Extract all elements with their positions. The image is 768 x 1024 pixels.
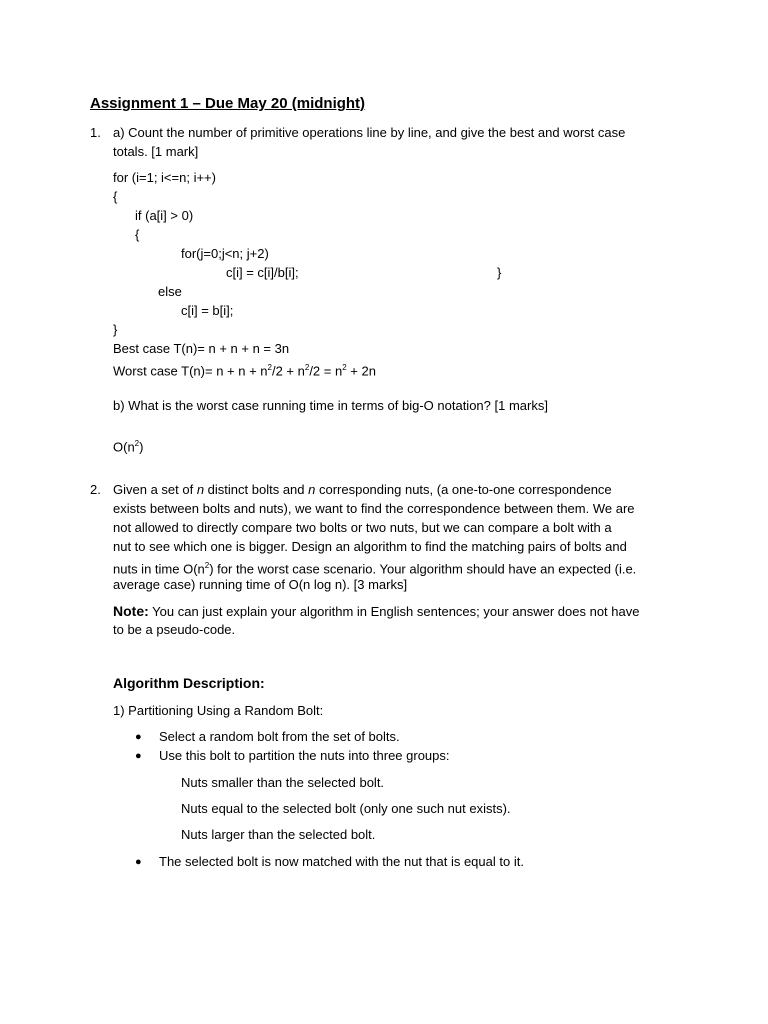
bullet-marker: ● xyxy=(135,750,142,762)
bullet-marker: ● xyxy=(135,856,142,868)
code-line-6: c[i] = c[i]/b[i]; xyxy=(226,265,299,280)
question-2-line-6: average case) running time of O(n log n). [3 marks] xyxy=(113,577,408,592)
assignment-title: Assignment 1 – Due May 20 (midnight) xyxy=(90,95,366,112)
code-line-6-brace: } xyxy=(497,265,502,280)
bullet-item-3: The selected bolt is now matched with the nut that is equal to it. xyxy=(159,854,524,869)
question-2-number: 2. xyxy=(90,482,101,497)
code-line-9: } xyxy=(113,322,118,337)
question-1-number: 1. xyxy=(90,125,101,140)
note-label: Note: xyxy=(113,603,149,619)
group-item-3: Nuts larger than the selected bolt. xyxy=(181,827,376,842)
code-line-2: { xyxy=(113,189,118,204)
question-2-line-1: Given a set of n distinct bolts and n corresponding nuts, (a one-to-one correspondence xyxy=(113,482,612,497)
algorithm-heading: Algorithm Description: xyxy=(113,675,265,691)
worst-case-line: Worst case $T(n)= n + n + n^2/2 + n^2/2 = n^2 + 2n$ xyxy=(113,363,376,379)
note-line-2: to be a pseudo-code. xyxy=(113,622,236,637)
question-2-line-2: exists between bolts and nuts), we want to find the correspondence between them. We are xyxy=(113,501,635,516)
group-item-2: Nuts equal to the selected bolt (only one such nut exists). xyxy=(181,801,511,816)
question-2-line-5: nuts in time $O(n^2)$ for the worst case scenario. Your algorithm should have an expected (i.e. xyxy=(113,561,637,577)
best-case-line: Best case T(n)= n + n + n = 3n xyxy=(113,341,290,356)
code-line-7: else xyxy=(158,284,182,299)
question-1a-text-line-1: a) Count the number of primitive operations line by line, and give the best and worst case xyxy=(113,125,626,140)
question-1b-answer: $O(n^2)$ xyxy=(113,439,144,455)
code-line-8: c[i] = b[i]; xyxy=(181,303,234,318)
code-line-5: for(j=0;j<n; j+2) xyxy=(181,246,269,261)
bullet-item-1: Select a random bolt from the set of bolts. xyxy=(159,729,400,744)
code-line-3: if (a[i] > 0) xyxy=(135,208,194,223)
group-item-1: Nuts smaller than the selected bolt. xyxy=(181,775,385,790)
bullet-item-2: Use this bolt to partition the nuts into three groups: xyxy=(159,748,450,763)
question-1b-text: b) What is the worst case running time in terms of big-O notation? [1 marks] xyxy=(113,398,548,413)
code-line-4: { xyxy=(135,227,140,242)
question-2-line-4: nut to see which one is bigger. Design an algorithm to find the matching pairs of bolts and xyxy=(113,539,627,554)
code-line-1: for (i=1; i<=n; i++) xyxy=(113,170,216,185)
question-1a-text-line-2: totals. [1 mark] xyxy=(113,144,199,159)
step-1-heading: 1) Partitioning Using a Random Bolt: xyxy=(113,703,324,718)
note-line-1: Note: You can just explain your algorithm in English sentences; your answer does not have xyxy=(113,603,640,619)
question-2-line-3: not allowed to directly compare two bolts or two nuts, but we can compare a bolt with a xyxy=(113,520,612,535)
bullet-marker: ● xyxy=(135,731,142,743)
